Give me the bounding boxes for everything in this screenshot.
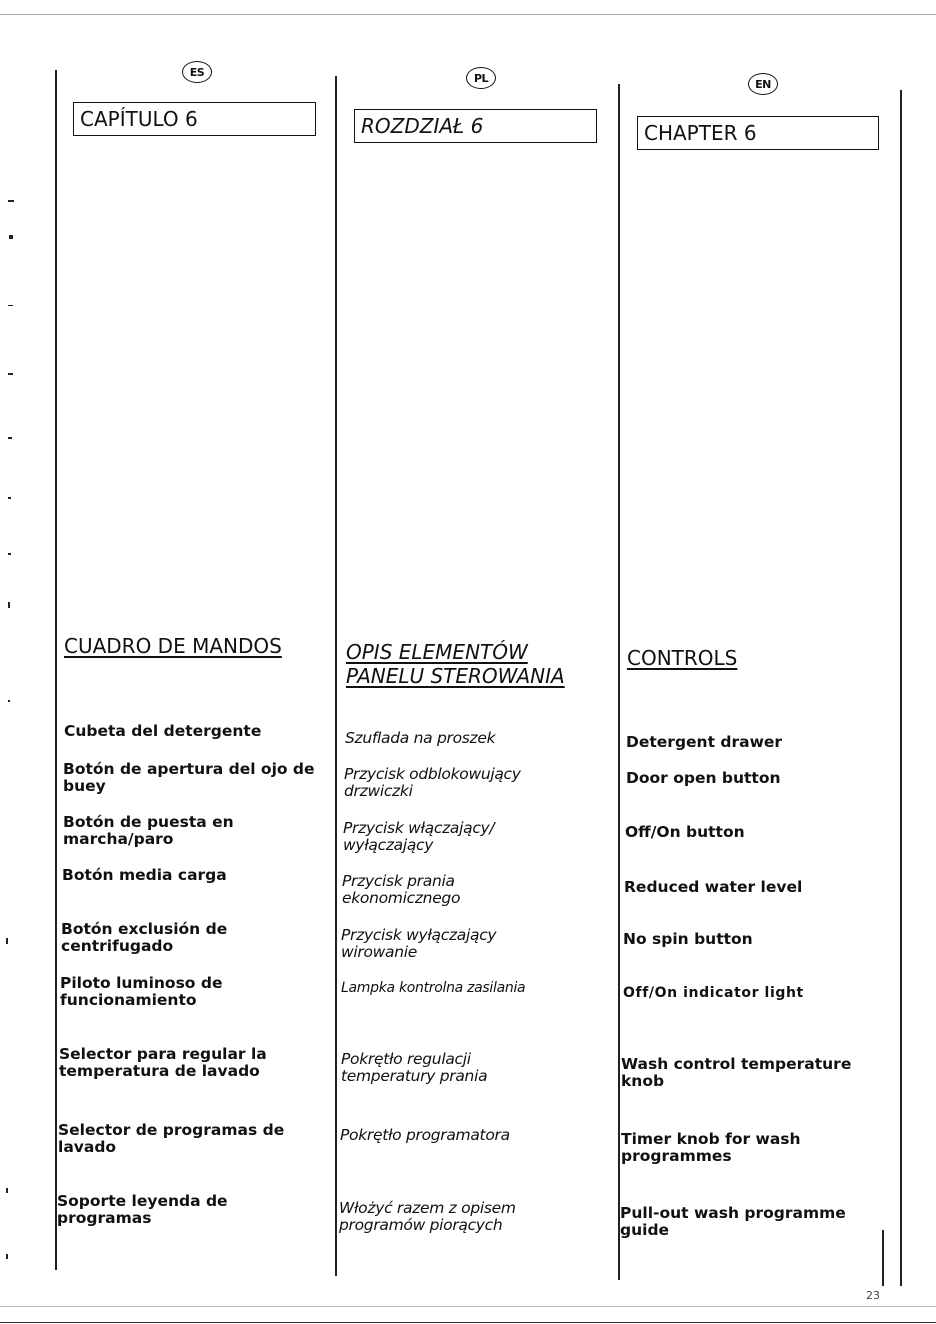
- chapter-heading-es: CAPÍTULO 6: [73, 102, 316, 136]
- page-number: 23: [866, 1289, 880, 1302]
- section-title-pl: OPIS ELEMENTÓW PANELU STEROWANIA: [346, 640, 565, 688]
- control-item-pl: Pokrętło programatora: [340, 1126, 510, 1144]
- control-item-en: Wash control temperature knob: [621, 1055, 852, 1090]
- control-item-es: Piloto luminoso de funcionamiento: [60, 974, 223, 1009]
- control-item-es: Selector de programas de lavado: [58, 1121, 285, 1156]
- language-badge-en: EN: [748, 73, 778, 95]
- section-title-es: CUADRO DE MANDOS: [64, 634, 282, 658]
- margin-mark: [6, 938, 8, 944]
- margin-mark: [8, 305, 13, 306]
- control-item-en: Off/On button: [625, 823, 745, 841]
- column-divider-left: [55, 70, 57, 1270]
- chapter-heading-en: CHAPTER 6: [637, 116, 879, 150]
- section-title-en: CONTROLS: [627, 646, 738, 670]
- margin-mark: [9, 235, 13, 239]
- control-item-en: Reduced water level: [624, 878, 803, 896]
- column-divider-center-left: [335, 76, 337, 1276]
- control-item-es: Botón media carga: [62, 866, 227, 884]
- bottom-edge-line: [0, 1322, 936, 1323]
- bottom-scan-line: [0, 1306, 936, 1307]
- control-item-es: Selector para regular la temperatura de lavado: [59, 1045, 267, 1080]
- margin-mark: [6, 1254, 8, 1259]
- control-item-pl: Lampka kontrolna zasilania: [341, 980, 526, 996]
- margin-mark: [8, 553, 11, 555]
- language-badge-es: ES: [182, 61, 212, 83]
- chapter-heading-pl: ROZDZIAŁ 6: [354, 109, 597, 143]
- control-item-pl: Przycisk odblokowujący drzwiczki: [344, 765, 521, 800]
- control-item-es: Botón de puesta en marcha/paro: [63, 813, 234, 848]
- control-item-es: Soporte leyenda de programas: [57, 1192, 228, 1227]
- control-item-es: Cubeta del detergente: [64, 722, 262, 740]
- control-item-pl: Przycisk prania ekonomicznego: [342, 872, 461, 907]
- margin-mark: [8, 602, 10, 608]
- column-divider-right-inner: [882, 1230, 884, 1286]
- margin-mark: [6, 1188, 8, 1193]
- margin-mark: [8, 497, 11, 499]
- control-item-en: No spin button: [623, 930, 753, 948]
- column-divider-center-right: [618, 84, 620, 1280]
- control-item-en: Off/On indicator light: [623, 985, 804, 1001]
- control-item-pl: Włożyć razem z opisem programów piorących: [339, 1199, 516, 1234]
- control-item-es: Botón exclusión de centrifugado: [61, 920, 228, 955]
- control-item-pl: Przycisk włączający/ wyłączający: [343, 819, 495, 854]
- control-item-pl: Pokrętło regulacji temperatury prania: [341, 1050, 488, 1085]
- control-item-pl: Przycisk wyłączający wirowanie: [341, 926, 497, 961]
- control-item-en: Door open button: [626, 769, 781, 787]
- top-scan-line: [0, 14, 936, 15]
- control-item-en: Detergent drawer: [626, 733, 783, 751]
- language-badge-pl: PL: [466, 67, 496, 89]
- control-item-es: Botón de apertura del ojo de buey: [63, 760, 315, 795]
- column-divider-right: [900, 90, 902, 1286]
- margin-mark: [8, 200, 14, 202]
- control-item-pl: Szuflada na proszek: [345, 729, 496, 747]
- control-item-en: Pull-out wash programme guide: [620, 1204, 846, 1239]
- margin-mark: [8, 437, 12, 439]
- margin-mark: [8, 373, 13, 375]
- margin-mark: [8, 700, 10, 702]
- control-item-en: Timer knob for wash programmes: [621, 1130, 801, 1165]
